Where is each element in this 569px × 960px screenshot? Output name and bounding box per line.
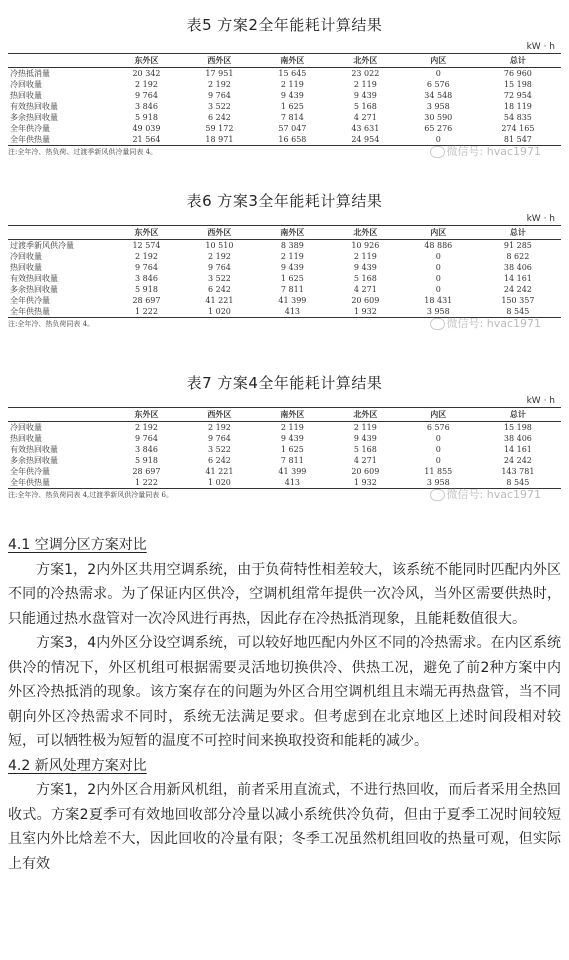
table-cell: 41 399 bbox=[278, 467, 307, 476]
table-cell: 20 609 bbox=[351, 467, 380, 476]
section-4-1-paragraph-2: 方案3，4内外区分设空调系统，可以较好地匹配内外区不同的冷热需求。在内区系统供冷的情况下，外区机组可根据需要灵活地切换供冷、供热工况，避免了前2种方案中内外区冷热抵消的现象。该方案存在的问题为外区合用空调机组且末端无再热盘管，当不同朝向外区冷热需求不同时，系统无法满足要求。但考虑到在北京地区上述时间段相对较短，可以牺牲极为短暂的温度不可控时间来换取投资和能耗的减少。 bbox=[8, 635, 561, 749]
row-label: 全年供热量 bbox=[10, 135, 50, 144]
table-cell: 41 221 bbox=[205, 296, 234, 305]
table-cell: 6 242 bbox=[207, 285, 231, 294]
column-header bbox=[8, 408, 110, 422]
table5 bbox=[8, 53, 561, 146]
table7-note-text: 注:全年冷、热负荷同表 4,过渡季新风供冷量同表 6。 bbox=[8, 491, 173, 499]
column-header: 内区 bbox=[430, 55, 447, 65]
table-cell: 10 510 bbox=[205, 241, 234, 250]
row-label: 热回收量 bbox=[10, 434, 42, 443]
table-cell: 9 764 bbox=[135, 263, 158, 272]
column-header bbox=[8, 54, 110, 68]
table-row bbox=[8, 123, 561, 134]
table-row bbox=[8, 422, 561, 434]
table-row bbox=[8, 433, 561, 444]
row-label: 冷热抵消量 bbox=[10, 69, 50, 78]
table-row bbox=[8, 101, 561, 112]
column-header: 内区 bbox=[430, 227, 447, 237]
table-cell: 2 192 bbox=[135, 423, 158, 432]
table-cell: 24 242 bbox=[503, 456, 532, 465]
table-row bbox=[8, 79, 561, 90]
table-cell: 6 576 bbox=[426, 80, 450, 89]
table-cell: 3 958 bbox=[426, 102, 450, 111]
table-row bbox=[8, 251, 561, 262]
table-cell: 10 926 bbox=[351, 241, 380, 250]
column-header: 北外区 bbox=[353, 409, 378, 419]
table6-caption: 表6 方案3全年能耗计算结果 bbox=[186, 192, 383, 210]
table6-unit: kW · h bbox=[526, 214, 555, 224]
table6 bbox=[8, 225, 561, 318]
table-cell: 48 886 bbox=[424, 241, 453, 250]
section-4-2-heading: 4.2 新风处理方案对比 bbox=[8, 757, 147, 774]
watermark-text: 微信号: hvac1971 bbox=[446, 488, 541, 501]
table-cell: 3 846 bbox=[135, 274, 158, 283]
table-cell: 1 020 bbox=[207, 478, 231, 487]
table-cell: 2 119 bbox=[280, 423, 304, 432]
table-cell: 9 764 bbox=[207, 263, 231, 272]
table-header-row bbox=[8, 54, 561, 68]
table-cell: 49 039 bbox=[132, 124, 161, 133]
row-label: 全年供冷量 bbox=[10, 296, 50, 305]
table-cell: 1 222 bbox=[135, 478, 158, 487]
table-row bbox=[8, 262, 561, 273]
table-cell: 0 bbox=[435, 445, 441, 454]
table-cell: 43 631 bbox=[351, 124, 380, 133]
table-cell: 0 bbox=[435, 135, 441, 144]
column-header: 西外区 bbox=[207, 409, 232, 419]
table-cell: 17 951 bbox=[205, 69, 234, 78]
table-cell: 6 576 bbox=[426, 423, 450, 432]
table-cell: 1 020 bbox=[207, 307, 231, 316]
table-row bbox=[8, 466, 561, 477]
table-cell: 2 119 bbox=[280, 80, 304, 89]
table-cell: 9 439 bbox=[280, 434, 304, 443]
table-cell: 5 918 bbox=[135, 285, 158, 294]
row-label: 有效热回收量 bbox=[10, 102, 58, 111]
table-cell: 7 814 bbox=[280, 113, 304, 122]
table-cell: 1 222 bbox=[135, 307, 158, 316]
table-cell: 3 846 bbox=[135, 445, 158, 454]
table-cell: 9 764 bbox=[135, 434, 158, 443]
wechat-icon bbox=[430, 146, 445, 158]
table-cell: 9 764 bbox=[207, 91, 231, 100]
table-cell: 24 954 bbox=[351, 135, 380, 144]
table-cell: 0 bbox=[435, 252, 441, 261]
table-cell: 150 357 bbox=[501, 296, 535, 305]
row-label: 热回收量 bbox=[10, 91, 42, 100]
section-4-1-heading: 4.1 空调分区方案对比 bbox=[8, 537, 147, 553]
table-cell: 2 119 bbox=[353, 252, 377, 261]
table-cell: 11 855 bbox=[424, 467, 453, 476]
table-cell: 7 811 bbox=[280, 456, 304, 465]
table-cell: 15 198 bbox=[503, 423, 532, 432]
table-row bbox=[8, 90, 561, 101]
row-label: 多余热回收量 bbox=[10, 285, 58, 294]
table-row bbox=[8, 284, 561, 295]
table6-note bbox=[8, 319, 561, 329]
table-cell: 5 168 bbox=[353, 274, 377, 283]
table-cell: 1 932 bbox=[353, 307, 377, 316]
column-header: 总计 bbox=[509, 409, 526, 419]
table-cell: 24 242 bbox=[503, 285, 532, 294]
row-label: 冷回收量 bbox=[10, 80, 42, 89]
table-cell: 9 439 bbox=[280, 263, 304, 272]
table-cell: 4 271 bbox=[353, 285, 377, 294]
table-cell: 72 954 bbox=[503, 91, 532, 100]
column-header: 总计 bbox=[509, 227, 526, 237]
table-header-row bbox=[8, 408, 561, 422]
table-cell: 8 622 bbox=[506, 252, 530, 261]
table7 bbox=[8, 407, 561, 489]
table-cell: 15 198 bbox=[503, 80, 532, 89]
table-cell: 0 bbox=[435, 274, 441, 283]
table-cell: 38 406 bbox=[503, 434, 532, 443]
table-cell: 8 545 bbox=[506, 478, 530, 487]
table5-caption: 表5 方案2全年能耗计算结果 bbox=[186, 16, 383, 34]
table-cell: 2 192 bbox=[207, 80, 231, 89]
table-row bbox=[8, 240, 561, 252]
row-label: 冷回收量 bbox=[10, 252, 42, 261]
table-cell: 6 242 bbox=[207, 456, 231, 465]
table-cell: 1 932 bbox=[353, 478, 377, 487]
table-cell: 18 119 bbox=[503, 102, 532, 111]
table-cell: 8 545 bbox=[506, 307, 530, 316]
table-row bbox=[8, 273, 561, 284]
table-row bbox=[8, 295, 561, 306]
table-cell: 0 bbox=[435, 69, 441, 78]
watermark bbox=[430, 143, 541, 159]
row-label: 冷回收量 bbox=[10, 423, 42, 432]
table-cell: 413 bbox=[284, 478, 301, 487]
table-cell: 16 658 bbox=[278, 135, 307, 144]
table-cell: 1 625 bbox=[280, 102, 304, 111]
table-cell: 6 242 bbox=[207, 113, 231, 122]
table-cell: 30 590 bbox=[424, 113, 453, 122]
table-cell: 23 022 bbox=[351, 69, 380, 78]
table-cell: 2 192 bbox=[135, 80, 158, 89]
table6-block bbox=[8, 190, 561, 329]
table-cell: 20 609 bbox=[351, 296, 380, 305]
table-cell: 3 958 bbox=[426, 307, 450, 316]
table-cell: 9 439 bbox=[353, 91, 377, 100]
column-header: 东外区 bbox=[134, 409, 159, 419]
table5-note bbox=[8, 147, 561, 157]
table-cell: 14 161 bbox=[503, 274, 532, 283]
column-header: 总计 bbox=[509, 55, 526, 65]
table-cell: 21 564 bbox=[132, 135, 161, 144]
table-cell: 91 285 bbox=[503, 241, 532, 250]
table-cell: 28 697 bbox=[132, 296, 161, 305]
table7-block bbox=[8, 372, 561, 500]
table-cell: 3 522 bbox=[207, 445, 231, 454]
table-cell: 2 192 bbox=[135, 252, 158, 261]
row-label: 全年供冷量 bbox=[10, 467, 50, 476]
table-row bbox=[8, 444, 561, 455]
table5-unit: kW · h bbox=[526, 42, 555, 52]
table-cell: 41 221 bbox=[205, 467, 234, 476]
table-cell: 2 192 bbox=[207, 423, 231, 432]
table-cell: 9 439 bbox=[353, 263, 377, 272]
table-cell: 9 764 bbox=[135, 91, 158, 100]
column-header: 东外区 bbox=[134, 55, 159, 65]
table-cell: 0 bbox=[435, 456, 441, 465]
table7-note bbox=[8, 490, 561, 500]
table5-block bbox=[8, 14, 561, 157]
table-cell: 54 835 bbox=[503, 113, 532, 122]
row-label: 热回收量 bbox=[10, 263, 42, 272]
table-cell: 7 811 bbox=[280, 285, 304, 294]
row-label: 多余热回收量 bbox=[10, 456, 58, 465]
table-cell: 34 548 bbox=[424, 91, 453, 100]
table-row bbox=[8, 68, 561, 80]
table-cell: 5 918 bbox=[135, 113, 158, 122]
table-cell: 5 918 bbox=[135, 456, 158, 465]
wechat-icon bbox=[430, 489, 445, 501]
table-cell: 18 431 bbox=[424, 296, 453, 305]
table-cell: 65 276 bbox=[424, 124, 453, 133]
article-body bbox=[8, 533, 561, 876]
table-row bbox=[8, 112, 561, 123]
row-label: 全年供冷量 bbox=[10, 124, 50, 133]
table-cell: 2 119 bbox=[280, 252, 304, 261]
table-cell: 8 389 bbox=[280, 241, 304, 250]
table-cell: 3 958 bbox=[426, 478, 450, 487]
table-cell: 3 522 bbox=[207, 274, 231, 283]
table-cell: 4 271 bbox=[353, 456, 377, 465]
table-cell: 1 625 bbox=[280, 445, 304, 454]
row-label: 全年供热量 bbox=[10, 307, 50, 316]
table-cell: 9 764 bbox=[207, 434, 231, 443]
table6-note-text: 注:全年冷、热负荷同表 4。 bbox=[8, 320, 95, 328]
table-cell: 59 172 bbox=[205, 124, 234, 133]
table-cell: 3 522 bbox=[207, 102, 231, 111]
column-header: 北外区 bbox=[353, 55, 378, 65]
column-header: 内区 bbox=[430, 409, 447, 419]
table-row bbox=[8, 455, 561, 466]
table-cell: 274 165 bbox=[501, 124, 535, 133]
table-cell: 2 192 bbox=[207, 252, 231, 261]
watermark-text: 微信号: hvac1971 bbox=[446, 317, 541, 330]
table-cell: 81 547 bbox=[503, 135, 532, 144]
table-cell: 15 645 bbox=[278, 69, 307, 78]
table-cell: 41 399 bbox=[278, 296, 307, 305]
table-cell: 18 971 bbox=[205, 135, 234, 144]
row-label: 多余热回收量 bbox=[10, 113, 58, 122]
table-cell: 12 574 bbox=[132, 241, 161, 250]
section-4-2-paragraph-1: 方案1，2内外区合用新风机组，前者采用直流式，不进行热回收，而后者采用全热回收式。方案2夏季可有效地回收部分冷量以减小系统供冷负荷，但由于夏季工况时间较短且室内外比焓差不大，因此回收的冷量有限；冬季工况虽然机组回收的热量可观，但实际上有效 bbox=[8, 782, 561, 872]
table-cell: 57 047 bbox=[278, 124, 307, 133]
column-header: 西外区 bbox=[207, 55, 232, 65]
table-cell: 143 781 bbox=[501, 467, 535, 476]
row-label: 有效热回收量 bbox=[10, 274, 58, 283]
table-cell: 0 bbox=[435, 263, 441, 272]
table-cell: 14 161 bbox=[503, 445, 532, 454]
table-cell: 3 846 bbox=[135, 102, 158, 111]
column-header: 东外区 bbox=[134, 227, 159, 237]
column-header: 南外区 bbox=[280, 409, 305, 419]
section-4-1-paragraph-1: 方案1，2内外区共用空调系统，由于负荷特性相差较大，该系统不能同时匹配内外区不同的冷热需求。为了保证内区供冷，空调机组常年提供一次冷风，当外区需要供热时，只能通过热水盘管对一次冷风进行再热，因此存在冷热抵消现象，且能耗数值很大。 bbox=[8, 561, 561, 627]
column-header: 西外区 bbox=[207, 227, 232, 237]
watermark bbox=[430, 486, 541, 502]
table-cell: 5 168 bbox=[353, 445, 377, 454]
table-cell: 2 119 bbox=[353, 80, 377, 89]
table-cell: 413 bbox=[284, 307, 301, 316]
watermark-text: 微信号: hvac1971 bbox=[446, 145, 541, 158]
table-cell: 0 bbox=[435, 434, 441, 443]
table5-note-text: 注:全年冷、热负荷、过渡季新风供冷量同表 4。 bbox=[8, 148, 158, 156]
row-label: 全年供热量 bbox=[10, 478, 50, 487]
table-cell: 1 625 bbox=[280, 274, 304, 283]
column-header: 北外区 bbox=[353, 227, 378, 237]
table-cell: 5 168 bbox=[353, 102, 377, 111]
table7-caption: 表7 方案4全年能耗计算结果 bbox=[186, 374, 383, 392]
table-header-row bbox=[8, 226, 561, 240]
row-label: 有效热回收量 bbox=[10, 445, 58, 454]
column-header: 南外区 bbox=[280, 227, 305, 237]
wechat-icon bbox=[430, 318, 445, 330]
table-cell: 20 342 bbox=[132, 69, 161, 78]
table-cell: 28 697 bbox=[132, 467, 161, 476]
table7-unit: kW · h bbox=[526, 396, 555, 406]
row-label: 过渡季新风供冷量 bbox=[10, 241, 74, 250]
column-header bbox=[8, 226, 110, 240]
table-cell: 38 406 bbox=[503, 263, 532, 272]
table-cell: 9 439 bbox=[280, 91, 304, 100]
table-cell: 9 439 bbox=[353, 434, 377, 443]
watermark bbox=[430, 315, 541, 331]
table-cell: 4 271 bbox=[353, 113, 377, 122]
table-cell: 76 960 bbox=[503, 69, 532, 78]
column-header: 南外区 bbox=[280, 55, 305, 65]
table-cell: 0 bbox=[435, 285, 441, 294]
table-cell: 2 119 bbox=[353, 423, 377, 432]
